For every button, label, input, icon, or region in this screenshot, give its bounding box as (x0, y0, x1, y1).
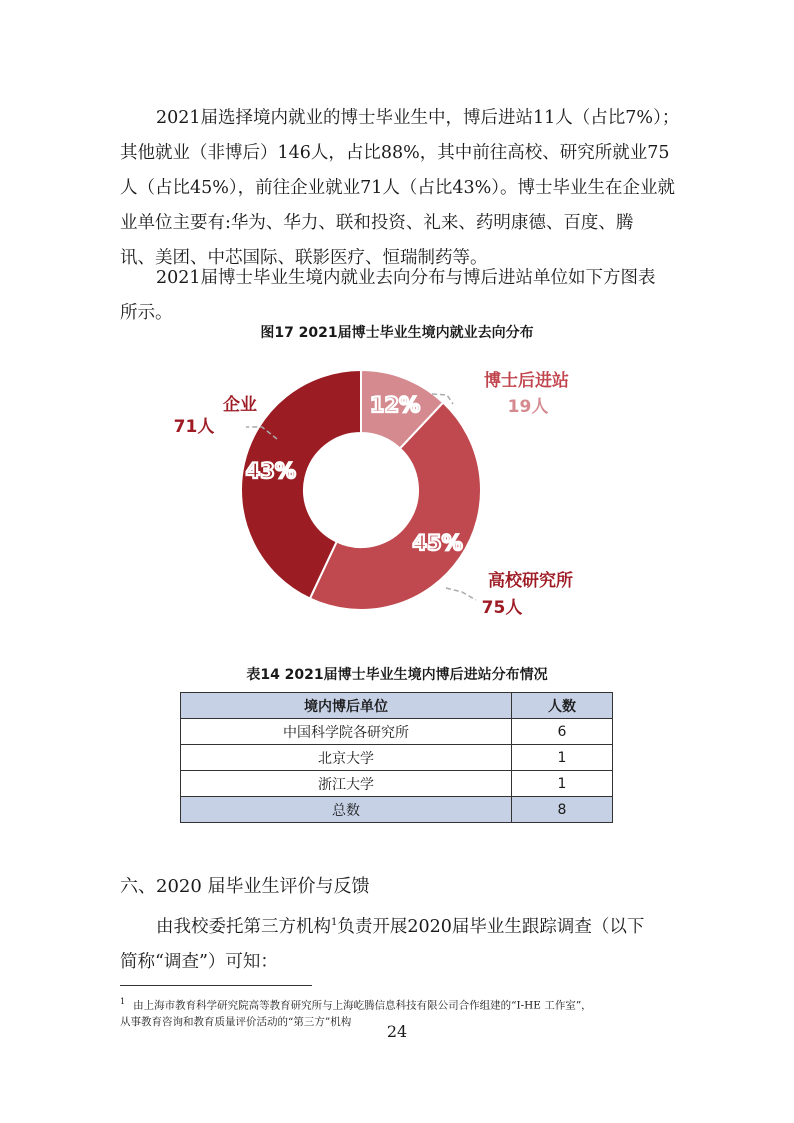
text-segment: 负责开展2020届毕业生跟踪调查（以下 (337, 916, 645, 937)
table-row (181, 771, 613, 797)
table-row (181, 719, 613, 745)
table-cell: 中国科学院各研究所 (181, 719, 512, 745)
leader-line-1 (446, 588, 476, 600)
paragraph-2 (120, 261, 678, 331)
footnote-marker: 1 (120, 997, 126, 1006)
footnote-reference[interactable]: 1 (331, 917, 338, 928)
table-cell: 8 (512, 797, 613, 823)
table-cell: 浙江大学 (181, 771, 512, 797)
table-header-row (181, 693, 613, 719)
page-number: 24 (386, 1022, 408, 1041)
percent-label-1: 45% (412, 530, 463, 555)
footnote-line: 从事教育咨询和教育质量评价活动的“第三方”机构 (120, 1015, 352, 1028)
text-line: 业单位主要有:华为、华力、联和投资、礼来、药明康德、百度、腾 (120, 213, 634, 233)
paragraph-3 (120, 905, 678, 980)
text-segment: 由我校委托第三方机构 (156, 916, 331, 937)
table-row (181, 745, 613, 771)
text-line: 所示。 (120, 303, 173, 323)
table-cell: 北京大学 (181, 745, 512, 771)
table-caption: 表14 2021届博士毕业生境内博后进站分布情况 (246, 667, 548, 683)
postdoc-table (180, 692, 613, 823)
slice-count-label-0: 19人 (507, 397, 549, 417)
text-line: 讯、美团、中芯国际、联影医疗、恒瑞制药等。 (120, 248, 488, 268)
text-line: 简称“调查”）可知： (120, 951, 278, 972)
table-cell: 6 (512, 719, 613, 745)
table-cell: 1 (512, 745, 613, 771)
column-header-unit: 境内博后单位 (181, 693, 512, 719)
section-heading: 六、2020 届毕业生评价与反馈 (120, 876, 370, 897)
slice-name-label-2: 企业 (223, 395, 257, 415)
footnote-text: 由上海市教育科学研究院高等教育研究所与上海屹腾信息科技有限公司合作组建的“I-HE 工作室”， (133, 999, 592, 1012)
donut-chart (150, 360, 630, 630)
percent-label-2: 43% (245, 458, 296, 483)
column-header-count: 人数 (512, 693, 613, 719)
paragraph-1 (120, 101, 678, 276)
footnote-line (120, 994, 680, 1014)
slice-name-label-0: 博士后进站 (484, 371, 569, 391)
slice-count-label-2: 71人 (173, 417, 215, 437)
text-line: 2021届选择境内就业的博士毕业生中，博后进站11人（占比7%）； (156, 108, 680, 128)
text-line (120, 905, 678, 945)
table-cell: 1 (512, 771, 613, 797)
slice-name-label-1: 高校研究所 (488, 571, 573, 591)
text-line: 其他就业（非博后）146人，占比88%，其中前往高校、研究所就业75 (120, 143, 670, 163)
percent-label-0: 12% (369, 392, 421, 417)
footnote-divider (120, 985, 312, 986)
figure-caption: 图17 2021届博士毕业生境内就业去向分布 (260, 325, 534, 341)
text-line: 人（占比45%），前往企业就业71人（占比43%）。博士毕业生在企业就 (120, 178, 676, 198)
table-total-row (181, 797, 613, 823)
table-cell: 总数 (181, 797, 512, 823)
text-line: 2021届博士毕业生境内就业去向分布与博后进站单位如下方图表 (156, 268, 656, 288)
slice-count-label-1: 75人 (481, 598, 523, 618)
